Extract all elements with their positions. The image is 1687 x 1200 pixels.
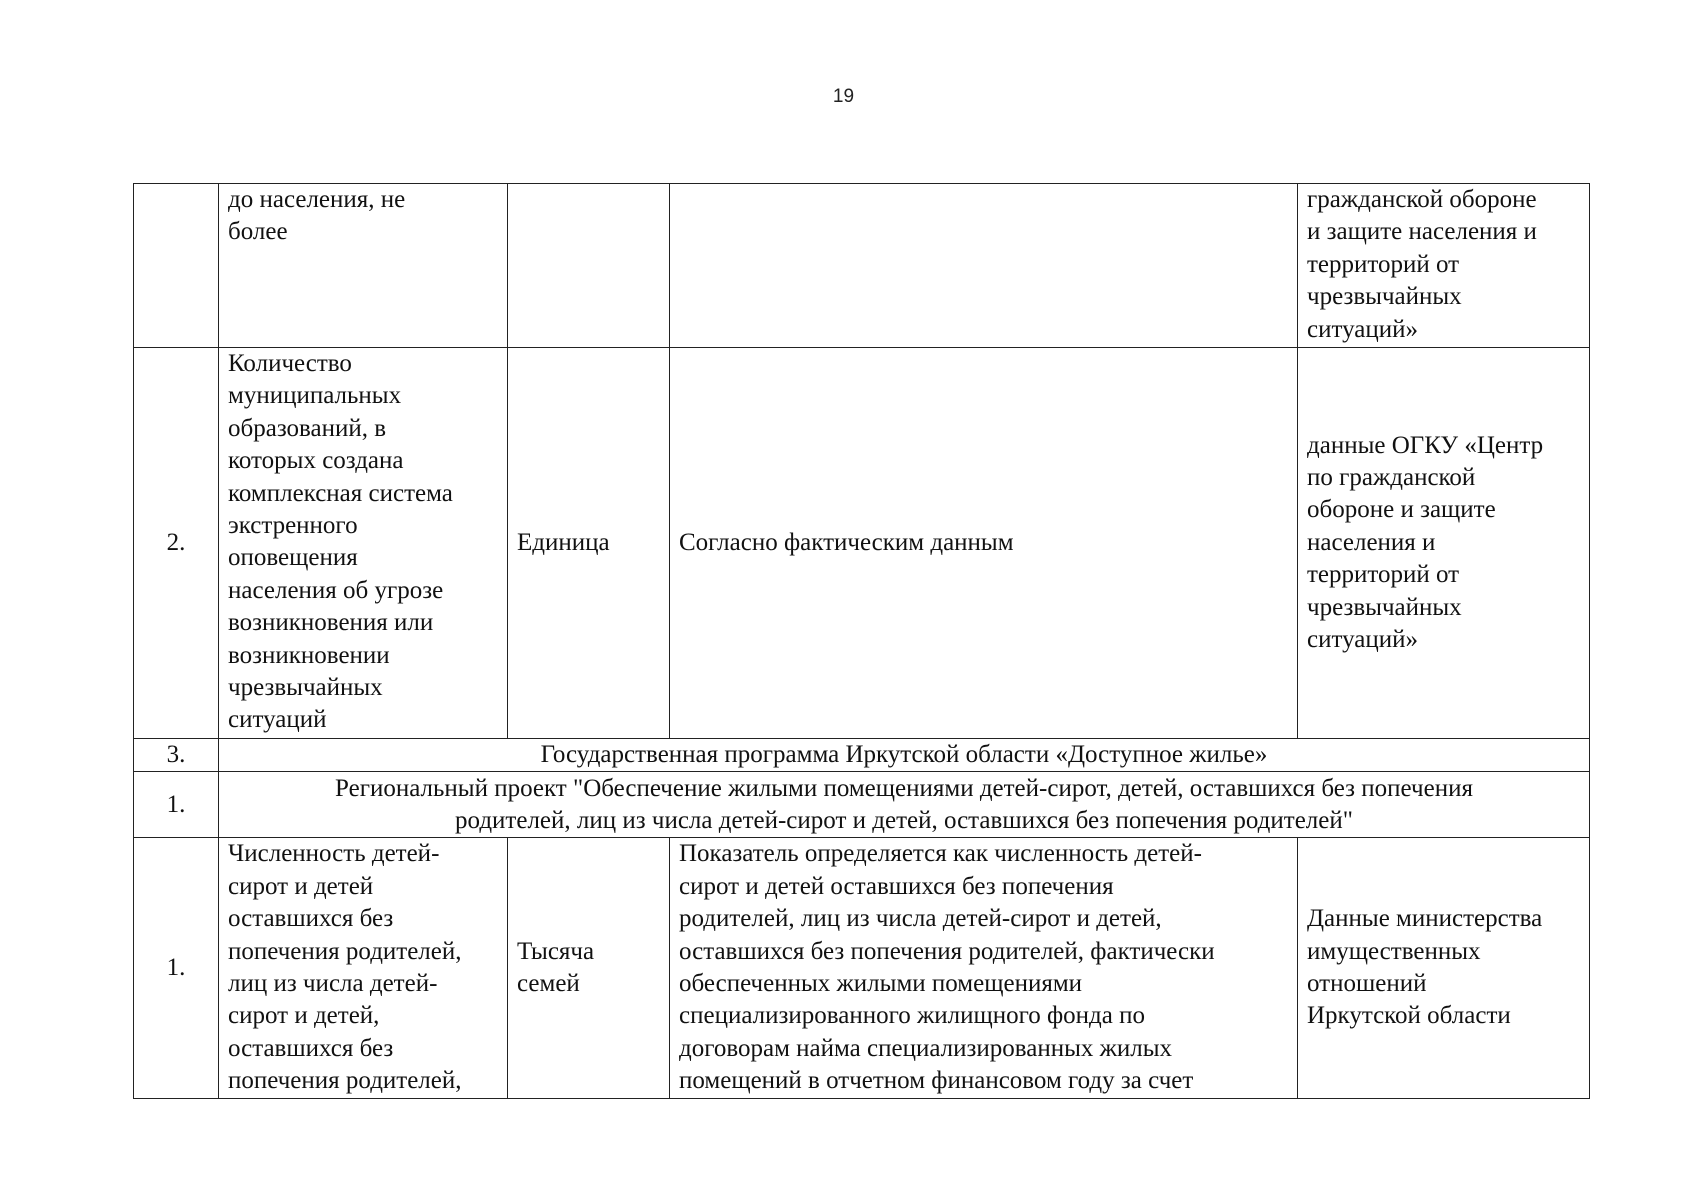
text-line: оставшихся без (228, 905, 394, 933)
method-cell (670, 184, 1298, 348)
text-line: Численность детей- (228, 840, 440, 868)
indicator-name-cell (219, 838, 508, 1098)
text-line: муниципальных (228, 382, 402, 410)
text-line: Единица (517, 528, 610, 556)
text-line: сирот и детей оставшихся без попечения (679, 872, 1114, 900)
unit-cell (508, 348, 670, 739)
text-line: семей (517, 970, 580, 998)
table-row (134, 348, 1590, 739)
text-line: до населения, не (228, 186, 406, 213)
table-row (134, 838, 1590, 1098)
text-line: оповещения (228, 544, 358, 572)
text-line: образований, в (228, 414, 387, 442)
row-number-cell: 1. (134, 838, 219, 1098)
text-line: попечения родителей, (228, 937, 462, 965)
text-line: попечения родителей, (228, 1067, 462, 1095)
text-line: оставшихся без (228, 1034, 394, 1062)
source-cell (1298, 838, 1590, 1098)
program-title-cell: Государственная программа Иркутской области «Доступное жилье» (219, 739, 1590, 772)
source-cell (1298, 348, 1590, 739)
text-line: сирот и детей, (228, 1002, 380, 1030)
table-row (134, 184, 1590, 348)
indicator-name-cell (219, 348, 508, 739)
text-line: договорам найма специализированных жилых (679, 1034, 1173, 1062)
text-line: обеспеченных жилыми помещениями (679, 970, 1083, 998)
project-title-cell (219, 772, 1590, 838)
text-line: специализированного жилищного фонда по (679, 1002, 1146, 1030)
text-line: Согласно фактическим данным (679, 528, 1014, 556)
text-line: родителей, лиц из числа детей-сирот и детей, (679, 905, 1162, 933)
text-line: возникновения или (228, 609, 434, 637)
text-line: чрезвычайных (1307, 593, 1462, 621)
text-line: обороне и защите (1307, 496, 1496, 524)
text-line: Тысяча (517, 937, 595, 965)
text-line: чрезвычайных (1307, 283, 1462, 311)
text-line: помещений в отчетном финансовом году за счет (679, 1067, 1194, 1095)
text-line: территорий от (1307, 250, 1460, 278)
text-line: Количество (228, 350, 352, 377)
text-line: более (228, 218, 288, 246)
text-line: комплексная система (228, 479, 453, 507)
text-line: по гражданской (1307, 463, 1476, 491)
text-line: возникновении (228, 641, 390, 669)
table-row (134, 772, 1590, 838)
text-line: лиц из числа детей- (228, 970, 438, 998)
text-line: Показатель определяется как численность детей- (679, 840, 1202, 868)
method-cell (670, 838, 1298, 1098)
text-line: населения и (1307, 528, 1436, 556)
text-line: территорий от (1307, 561, 1460, 589)
row-number-cell: 1. (134, 772, 219, 838)
text-line: Иркутской области (1307, 1002, 1511, 1030)
unit-cell (508, 838, 670, 1098)
unit-cell (508, 184, 670, 348)
text-line: Региональный проект "Обеспечение жилыми помещениями детей-сирот, детей, оставшихся без попечения (335, 774, 1473, 802)
text-line: оставшихся без попечения родителей, фактически (679, 937, 1215, 965)
indicators-table (133, 183, 1590, 1099)
text-line: населения об угрозе (228, 576, 444, 604)
text-line: которых создана (228, 447, 404, 475)
text-line: гражданской обороне (1307, 186, 1537, 213)
text-line: ситуаций» (1307, 626, 1418, 654)
row-number-cell: 3. (134, 739, 219, 772)
text-line: родителей, лиц из числа детей-сирот и детей, оставшихся без попечения родителей" (455, 806, 1353, 834)
page-number: 19 (832, 86, 855, 107)
indicator-name-cell (219, 184, 508, 348)
text-line: экстренного (228, 512, 358, 540)
text-line: Данные министерства (1307, 905, 1543, 933)
text-line: чрезвычайных (228, 674, 383, 702)
text-line: и защите населения и (1307, 218, 1537, 246)
table-row (134, 739, 1590, 772)
row-number-cell: 2. (134, 348, 219, 739)
source-cell (1298, 184, 1590, 348)
row-number-cell (134, 184, 219, 348)
text-line: данные ОГКУ «Центр (1307, 431, 1544, 459)
method-cell (670, 348, 1298, 739)
text-line: отношений (1307, 970, 1427, 998)
text-line: ситуаций (228, 706, 327, 734)
text-line: имущественных (1307, 937, 1481, 965)
text-line: ситуаций» (1307, 315, 1418, 343)
text-line: сирот и детей (228, 872, 374, 900)
